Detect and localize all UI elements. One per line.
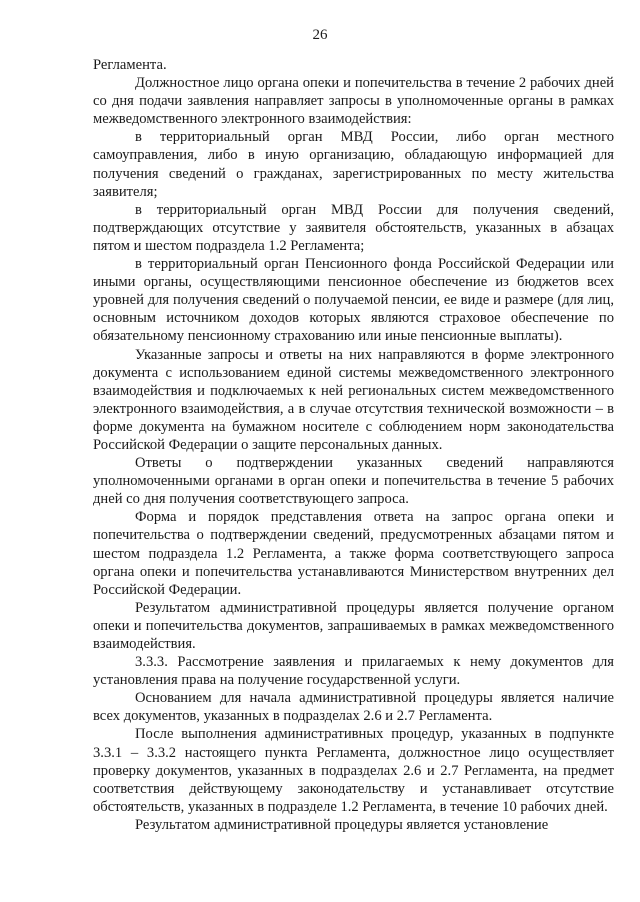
section-heading: 3.3.3. Рассмотрение заявления и прилагаемых к нему документов для установления права на получение государственной услуги. [93,654,614,689]
paragraph: в территориальный орган МВД России для получения сведений, подтверждающих отсутствие у заявителя обстоятельств, указанных в абзацах пятом и шестом подраздела 1.2 Регламента; [93,201,614,254]
paragraph: Ответы о подтверждении указанных сведений направляются уполномоченными органами в орган опеки и попечительства в течение 5 рабочих дней со дня получения соответствующего запроса. [93,455,614,508]
paragraph: Регламента. [93,57,167,73]
paragraph: в территориальный орган Пенсионного фонда Российской Федерации или иными органы, осуществляющими пенсионное обеспечение из бюджетов всех уровней для получения сведений о получаемой пенсии, ее виде и размере (для лиц, основным источником доходов которых являются страховое обеспечение по обязательному пенсионному страхованию или иные пенсионные выплаты). [93,256,614,345]
paragraph: Должностное лицо органа опеки и попечительства в течение 2 рабочих дней со дня подачи заявления направляет запросы в уполномоченные органы в рамках межведомственного электронного взаимодействия: [93,75,614,128]
paragraph: Результатом административной процедуры является установление [135,816,549,833]
paragraph: Указанные запросы и ответы на них направляются в форме электронного документа с использованием единой системы межведомственного электронного взаимодействия и подключаемых к ней региональных систем межведомственного электронного взаимодействия, а в случае отсутствия технической возможности – в форме документа на бумажном носителе с соблюдением норм законодательства Российской Федерации о защите персональных данных. [93,346,614,453]
paragraph: Результатом административной процедуры является получение органом опеки и попечительства документов, запрашиваемых в рамках межведомственного взаимодействия. [93,599,614,652]
paragraph: Форма и порядок представления ответа на запрос органа опеки и попечительства о подтверждении сведений, предусмотренных абзацами пятом и шестом подраздела 1.2 Регламента, а также форма соответствующего запроса органа опеки и попечительства устанавливаются Министерством внутренних дел Российской Федерации. [93,509,614,598]
document-body [93,56,614,834]
paragraph: Основанием для начала административной процедуры является наличие всех документов, указанных в подразделах 2.6 и 2.7 Регламента. [93,690,614,725]
paragraph: в территориальный орган МВД России, либо орган местного самоуправления, либо в иную организацию, обладающую информацией для получения сведений о гражданах, зарегистрированных по месту жительства заявителя; [93,129,614,200]
paragraph: После выполнения административных процедур, указанных в подпункте 3.3.1 – 3.3.2 настоящего пункта Регламента, должностное лицо осуществляет проверку документов, указанных в подразделах 2.6 и 2.7 Регламента, на предмет соответствия действующему законодательству и устанавливает отсутствие обстоятельств, указанных в подразделе 1.2 Регламента, в течение 10 рабочих дней. [93,726,614,815]
page-number: 26 [312,27,328,43]
